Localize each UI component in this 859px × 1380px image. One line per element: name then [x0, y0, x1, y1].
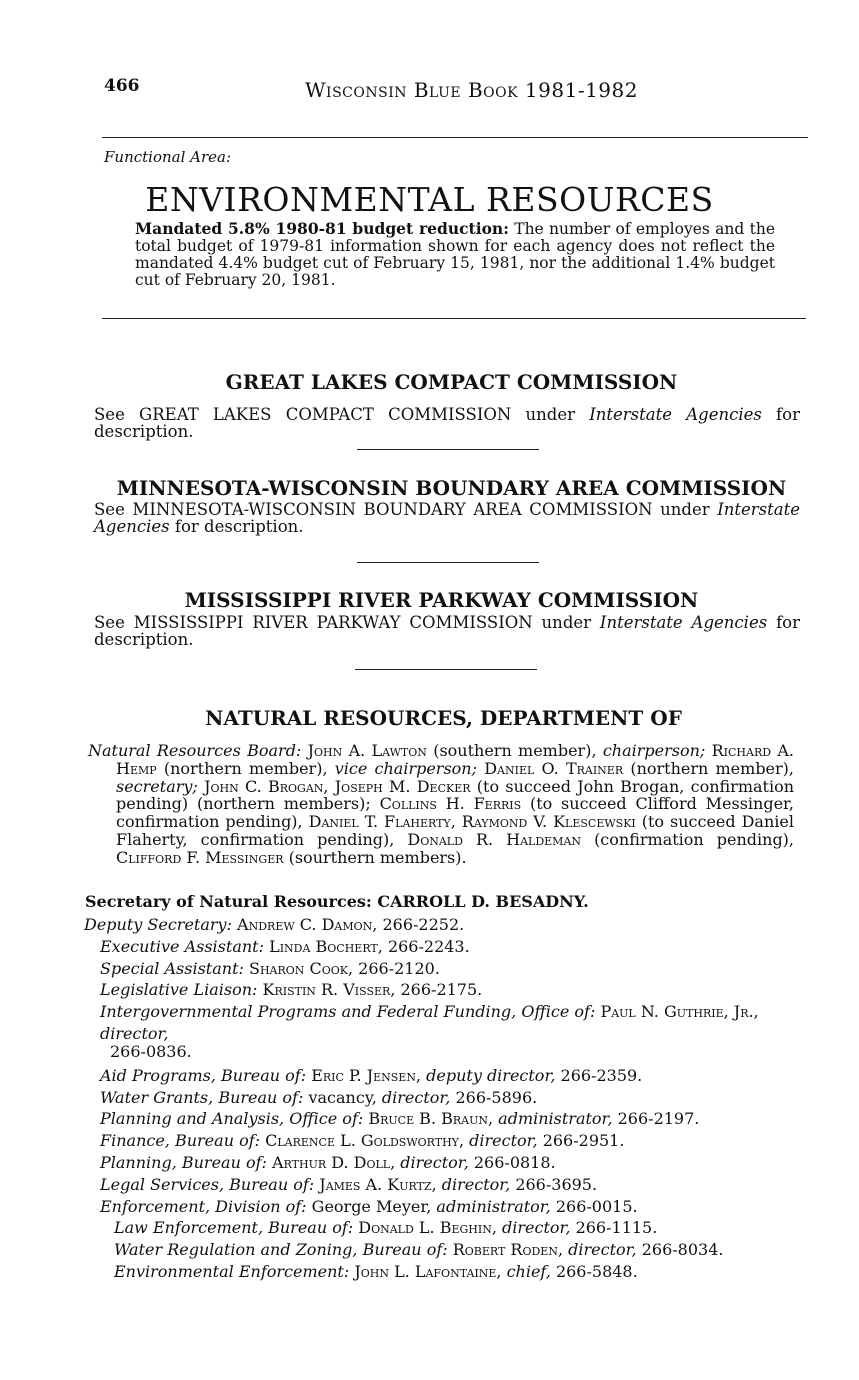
staff-entry: Intergovernmental Programs and Federal Funding, Office of: Paul N. Guthrie, Jr., director, 266-0836.	[84, 1001, 796, 1059]
member-name: John A. Lawton	[307, 741, 427, 760]
staff-phone: 266-1115.	[570, 1218, 658, 1238]
member-name: Clifford F. Messinger	[116, 847, 284, 867]
staff-phone: 266-0818.	[468, 1152, 556, 1172]
staff-entry: Environmental Enforcement: John L. Lafontaine, chief, 266-5848.	[114, 1261, 638, 1281]
staff-title: Enforcement, Division of:	[100, 1196, 307, 1216]
divider-rule	[102, 137, 808, 138]
see-suffix: for description.	[94, 405, 800, 441]
staff-name: Linda Bochert	[269, 936, 378, 956]
see-text: See GREAT LAKES COMPACT COMMISSION under	[94, 405, 590, 424]
staff-phone: 266-0015.	[550, 1196, 638, 1216]
running-title: Wisconsin Blue Book 1981-1982	[305, 78, 638, 102]
staff-entry: Water Regulation and Zoning, Bureau of: Robert Roden, director, 266-8034.	[114, 1240, 724, 1260]
member-role: vice chairperson;	[334, 758, 477, 778]
see-italic: Interstate Agencies	[94, 500, 800, 536]
staff-entry: Law Enforcement, Bureau of: Donald L. Beghin, director, 266-1115.	[114, 1218, 658, 1238]
staff-role: director,	[100, 1023, 169, 1043]
member-note: (to succeed Daniel Flaherty, confirmation pending),	[116, 812, 794, 849]
section-heading: GREAT LAKES COMPACT COMMISSION	[225, 370, 678, 394]
staff-phone: 266-2197.	[612, 1109, 700, 1129]
see-italic: Interstate Agencies	[589, 405, 762, 424]
see-reference	[94, 501, 800, 535]
see-suffix: for description.	[94, 613, 800, 649]
budget-note-lead: Mandated 5.8% 1980-81 budget reduction:	[135, 219, 509, 238]
short-divider	[357, 562, 539, 563]
member-note: (to succeed Clifford Messinger, confirmation pending),	[116, 794, 795, 832]
staff-title: Legislative Liaison:	[100, 980, 258, 1000]
staff-entry: Planning and Analysis, Office of: Bruce B. Braun, administrator, 266-2197.	[100, 1109, 700, 1129]
staff-role: director,	[568, 1240, 637, 1260]
budget-note-text: The number of employes and the total budget of 1979-81 information shown for each agency does not reflect the mandated 4.4% budget cut of February 15, 1981, nor the additional 1.4% budget cut of February 20, 1981.	[135, 220, 775, 289]
staff-role: director,	[502, 1218, 571, 1238]
staff-list	[84, 914, 796, 1283]
staff-phone: 266-8034.	[636, 1240, 724, 1260]
staff-name: Clarence L. Goldsworthy	[265, 1131, 459, 1151]
staff-name: George Meyer	[311, 1196, 427, 1216]
member-name: Richard A. Hemp	[116, 741, 794, 778]
staff-role: administrator,	[498, 1109, 613, 1129]
board-paragraph	[88, 742, 794, 867]
staff-title: Water Grants, Bureau of:	[100, 1087, 304, 1107]
board-label: Natural Resources Board:	[88, 741, 302, 760]
staff-name: Kristin R. Visser	[262, 980, 391, 1000]
separator: ,	[323, 776, 335, 796]
member-name: Raymond V. Klescewski	[461, 812, 636, 832]
staff-title: Deputy Secretary:	[84, 915, 232, 934]
staff-name: Arthur D. Doll	[272, 1152, 391, 1172]
staff-role: deputy director,	[426, 1065, 556, 1085]
staff-phone: 266-2951.	[537, 1131, 625, 1151]
member-name: John C. Brogan	[204, 776, 324, 796]
staff-title: Water Regulation and Zoning, Bureau of:	[114, 1240, 448, 1260]
see-suffix: for description.	[169, 517, 304, 536]
member-name: Collins H. Ferris	[379, 794, 522, 814]
staff-title: Law Enforcement, Bureau of:	[114, 1218, 354, 1238]
separator: ,	[450, 812, 462, 832]
staff-name: vacancy	[308, 1087, 372, 1107]
short-divider	[357, 449, 539, 450]
see-italic: Interstate Agencies	[599, 613, 768, 632]
member-note: (northern member),	[623, 758, 795, 778]
staff-entry: Finance, Bureau of: Clarence L. Goldsworthy, director, 266-2951.	[100, 1131, 625, 1151]
staff-title: Aid Programs, Bureau of:	[100, 1065, 307, 1085]
staff-title: Planning, Bureau of:	[100, 1152, 267, 1172]
member-note: (to succeed John Brogan, confirmation pending) (northern members);	[116, 776, 795, 814]
staff-entry	[84, 979, 796, 1001]
see-reference	[94, 406, 800, 440]
see-text: See MINNESOTA-WISCONSIN BOUNDARY AREA COMMISSION under	[94, 500, 718, 519]
staff-entry	[84, 958, 796, 980]
member-role: secretary;	[116, 776, 198, 796]
budget-note	[135, 220, 775, 289]
staff-role: director,	[469, 1131, 538, 1151]
staff-phone: 266-2359.	[555, 1065, 643, 1085]
staff-role: chief,	[506, 1261, 551, 1281]
staff-entry: Enforcement, Division of: George Meyer, administrator, 266-0015.	[100, 1196, 638, 1216]
staff-entry: Water Grants, Bureau of: vacancy, director, 266-5896.	[100, 1087, 538, 1107]
functional-area-title: ENVIRONMENTAL RESOURCES	[145, 180, 714, 219]
member-name: Daniel O. Trainer	[484, 758, 624, 778]
staff-title: Planning and Analysis, Office of:	[100, 1109, 364, 1129]
staff-name: Sharon Cook	[248, 958, 348, 978]
see-text: See MISSISSIPPI RIVER PARKWAY COMMISSION under	[94, 613, 600, 632]
staff-role: director,	[400, 1152, 469, 1172]
member-name: Donald R. Haldeman	[407, 829, 582, 849]
staff-entry	[84, 936, 796, 958]
member-role: chairperson;	[602, 741, 706, 760]
staff-phone: , 266-2175.	[390, 980, 483, 1000]
staff-title: Executive Assistant:	[100, 936, 264, 956]
staff-title: Special Assistant:	[100, 958, 244, 978]
functional-area-label: Functional Area:	[104, 148, 232, 166]
staff-title: Legal Services, Bureau of:	[100, 1174, 315, 1194]
member-name: Daniel T. Flaherty	[308, 812, 451, 832]
staff-phone: , 266-2252.	[372, 915, 465, 934]
member-note: (northern member),	[156, 758, 335, 778]
staff-name: Robert Roden	[452, 1240, 558, 1260]
staff-title: Finance, Bureau of:	[100, 1131, 261, 1151]
staff-entry: Legal Services, Bureau of: James A. Kurtz, director, 266-3695.	[100, 1174, 598, 1194]
section-heading: NATURAL RESOURCES, DEPARTMENT OF	[205, 706, 682, 730]
staff-phone: 266-5848.	[550, 1261, 638, 1281]
staff-phone: 266-5896.	[450, 1087, 538, 1107]
member-note: (sourthern members).	[283, 847, 467, 867]
staff-entry: Planning, Bureau of: Arthur D. Doll, director, 266-0818.	[100, 1152, 556, 1172]
staff-phone: 266-0836.	[110, 1041, 192, 1061]
staff-name: John L. Lafontaine	[354, 1261, 497, 1281]
short-divider	[355, 669, 537, 670]
divider-rule	[102, 318, 806, 319]
section-heading: MINNESOTA-WISCONSIN BOUNDARY AREA COMMISSION	[116, 476, 787, 500]
staff-title: Environmental Enforcement:	[114, 1261, 350, 1281]
staff-name: Donald L. Beghin	[358, 1218, 492, 1238]
section-heading: MISSISSIPPI RIVER PARKWAY COMMISSION	[184, 588, 699, 612]
page-header	[100, 76, 820, 106]
member-name: Joseph M. Decker	[334, 776, 471, 796]
member-note: (confirmation pending),	[581, 829, 795, 849]
staff-role: director,	[441, 1174, 511, 1194]
staff-entry: Aid Programs, Bureau of: Eric P. Jensen, deputy director, 266-2359.	[100, 1065, 643, 1085]
staff-role: administrator,	[436, 1196, 551, 1216]
staff-name: Eric P. Jensen	[311, 1065, 416, 1085]
see-reference	[94, 614, 800, 648]
secretary-line: Secretary of Natural Resources: CARROLL D. BESADNY.	[85, 892, 589, 911]
member-note: (southern member),	[426, 741, 603, 760]
staff-name: Paul N. Guthrie, Jr.	[600, 1002, 754, 1022]
staff-entry	[84, 914, 796, 936]
staff-name: Bruce B. Braun	[368, 1109, 488, 1129]
staff-title: Intergovernmental Programs and Federal Funding, Office of:	[100, 1002, 596, 1022]
staff-name: James A. Kurtz	[319, 1174, 432, 1194]
staff-role: director,	[381, 1087, 451, 1107]
staff-phone: 266-3695.	[510, 1174, 598, 1194]
staff-phone: , 266-2243.	[377, 936, 470, 956]
staff-phone: , 266-2120.	[348, 958, 440, 978]
staff-name: Andrew C. Damon	[237, 915, 373, 934]
page-number: 466	[104, 76, 140, 96]
